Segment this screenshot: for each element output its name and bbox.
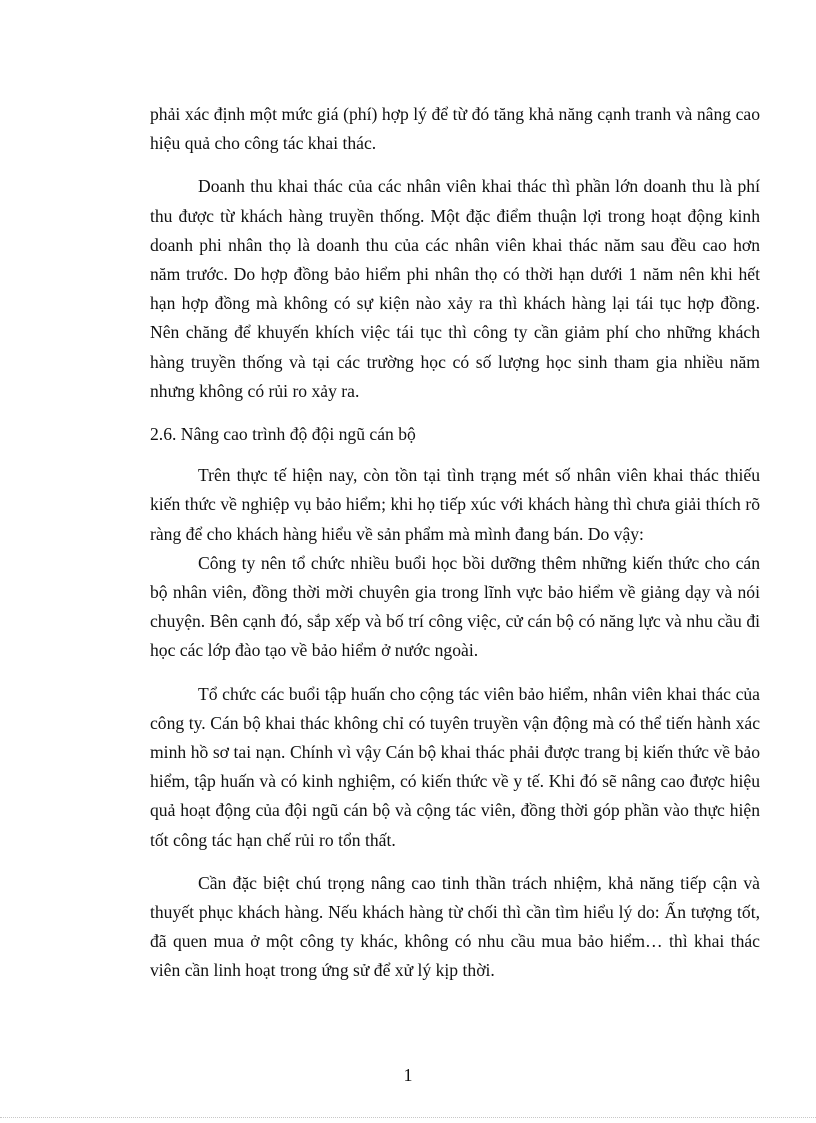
paragraph-continuation: phải xác định một mức giá (phí) hợp lý để từ đó tăng khả năng cạnh tranh và nâng cao hiệu quả cho công tác khai thác.: [150, 104, 760, 154]
page-body: [150, 100, 760, 1000]
paragraph-responsibility: Cần đặc biệt chú trọng nâng cao tinh thần trách nhiệm, khả năng tiếp cận và thuyết phục khách hàng. Nếu khách hàng từ chối thì cần tìm hiểu lý do: Ấn tượng tốt, đã quen mua ở một công ty khác, không có nhu cầu mua bảo hiểm… thì khai thác viên cần linh hoạt trong ứng sử để xử lý kịp thời.: [150, 872, 760, 981]
page-bottom-divider: [0, 1117, 816, 1118]
page-number: 1: [403, 1065, 413, 1085]
section-heading: 2.6. Nâng cao trình độ đội ngũ cán bộ: [150, 424, 416, 445]
paragraph-revenue: Doanh thu khai thác của các nhân viên khai thác thì phần lớn doanh thu là phí thu được từ khách hàng truyền thống. Một đặc điểm thuận lợi trong hoạt động kinh doanh phi nhân thọ là doanh thu của các nhân viên khai thác năm sau đều cao hơn năm trước. Do hợp đồng bảo hiểm phi nhân thọ có thời hạn dưới 1 năm nên khi hết hạn hợp đồng mà không có sự kiện nào xảy ra thì khách hàng lại tái tục hợp đồng. Nên chăng để khuyến khích việc tái tục thì công ty cần giảm phí cho những khách hàng truyền thống và tại các trường học có số lượng học sinh tham gia nhiều năm nhưng không có rủi ro xảy ra.: [150, 176, 760, 401]
paragraph-workshops: Tổ chức các buổi tập huấn cho cộng tác viên bảo hiểm, nhân viên khai thác của công ty. Cán bộ khai thác không chỉ có tuyên truyền vận động mà có thể tiến hành xác minh hồ sơ tai nạn. Chính vì vậy Cán bộ khai thác phải được trang bị kiến thức về bảo hiểm, tập huấn và có kinh nghiệm, có kiến thức về y tế. Khi đó sẽ nâng cao được hiệu quả hoạt động của đội ngũ cán bộ và cộng tác viên, đồng thời góp phần vào thực hiện tốt công tác hạn chế rủi ro tổn thất.: [150, 683, 760, 850]
paragraph-training: Công ty nên tổ chức nhiều buổi học bồi dưỡng thêm những kiến thức cho cán bộ nhân viên, đồng thời mời chuyên gia trong lĩnh vực bảo hiểm về giảng dạy và nói chuyện. Bên cạnh đó, sắp xếp và bố trí công việc, cử cán bộ có năng lực và nhu cầu đi học các lớp đào tạo về bảo hiểm ở nước ngoài.: [150, 552, 760, 661]
paragraph-staff-knowledge: Trên thực tế hiện nay, còn tồn tại tình trạng mét số nhân viên khai thác thiếu kiến thức về nghiệp vụ bảo hiểm; khi họ tiếp xúc với khách hàng thì chưa giải thích rõ ràng để cho khách hàng hiểu về sản phẩm mà mình đang bán. Do vậy:: [150, 465, 760, 544]
